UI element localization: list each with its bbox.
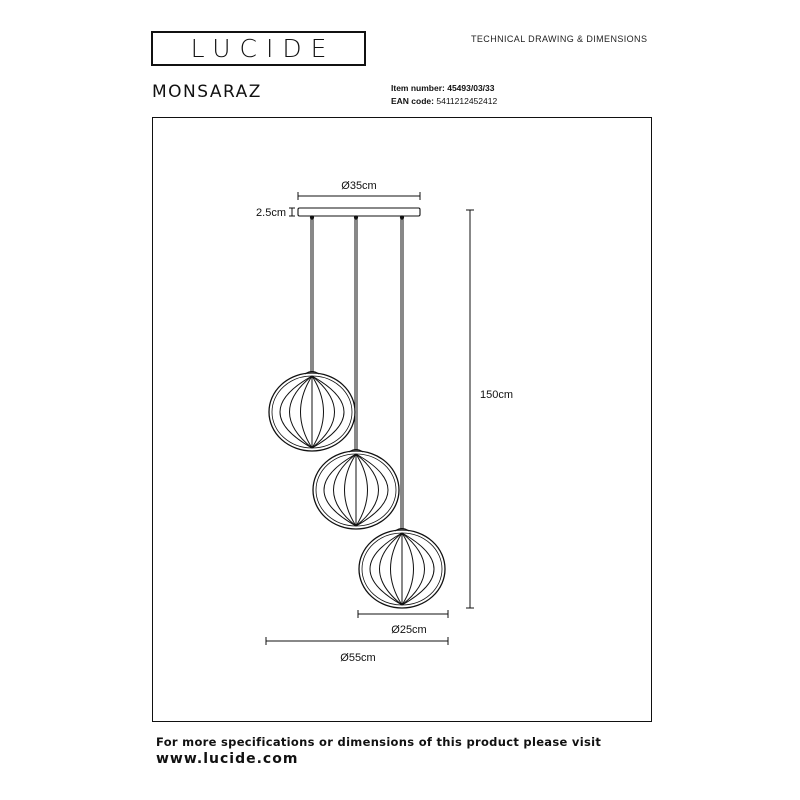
pendant-globe-middle xyxy=(313,450,399,530)
pendant-globe-left xyxy=(269,372,355,452)
logo-text: LUCIDE xyxy=(190,34,336,63)
document-type: TECHNICAL DRAWING & DIMENSIONS xyxy=(471,34,648,44)
total-height-label: 150cm xyxy=(480,389,514,401)
overall-diameter-label: Ø55cm xyxy=(340,652,376,664)
canopy-height-label: 2.5cm xyxy=(256,207,286,219)
product-name: MONSARAZ xyxy=(152,82,262,102)
ean-label: EAN code: xyxy=(391,96,434,106)
shade-diameter-label: Ø25cm xyxy=(391,624,427,636)
item-number-value: 45493/03/33 xyxy=(447,83,495,93)
canopy xyxy=(298,208,420,216)
pendant-globe-right xyxy=(359,529,445,609)
footer-note: For more specifications or dimensions of this product please visit xyxy=(156,735,602,749)
ean-value: 5411212452412 xyxy=(436,96,498,106)
canopy-diameter-label: Ø35cm xyxy=(341,180,377,192)
item-number-label: Item number: xyxy=(391,83,445,93)
website-link[interactable]: www.lucide.com xyxy=(156,751,299,767)
